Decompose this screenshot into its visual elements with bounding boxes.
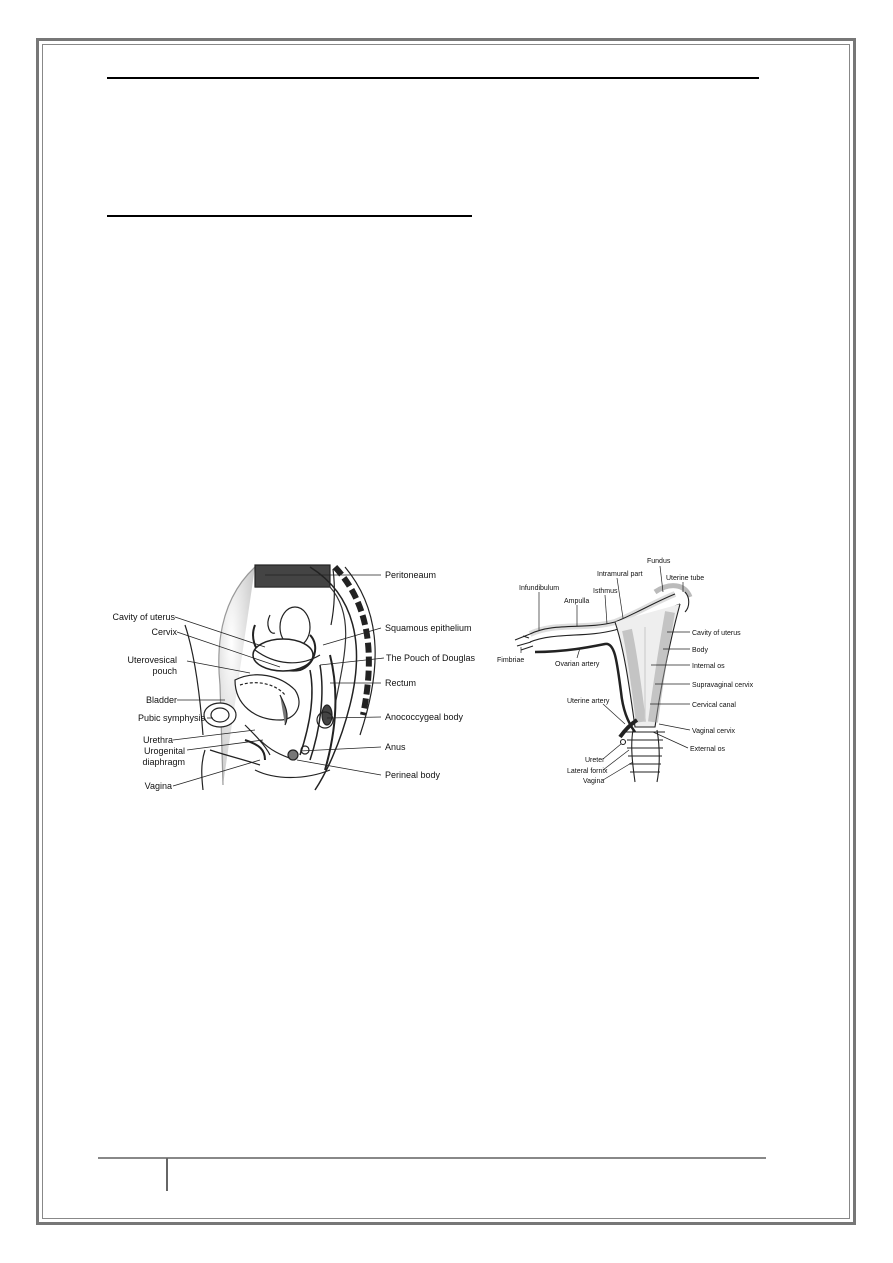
label-peritoneum: Peritoneaum xyxy=(385,570,437,580)
pelvis-drawing xyxy=(185,565,375,790)
label-vaginal-cervix: Vaginal cervix xyxy=(692,728,736,735)
label-vagina: Vagina xyxy=(144,781,172,791)
label-pouch-of-douglas: The Pouch of Douglas xyxy=(386,653,476,663)
uterus-frontal-figure xyxy=(495,552,765,787)
label-uterovesical-line1: Uterovesical xyxy=(127,655,177,665)
footer-rule xyxy=(98,1157,766,1159)
label-rectum: Rectum xyxy=(385,678,417,688)
label-fimbriae: Fimbriae xyxy=(497,657,525,664)
pelvis-sagittal-figure xyxy=(105,555,490,800)
label-infundibulum: Infundibulum xyxy=(519,585,560,592)
section-heading-underline xyxy=(107,215,472,217)
label-uterovesical-line2: pouch xyxy=(152,666,177,676)
label-squamous-epithelium: Squamous epithelium xyxy=(385,623,472,633)
label-cavity-of-uterus: Cavity of uterus xyxy=(112,612,175,622)
label-anus: Anus xyxy=(385,742,406,752)
label-lateral-fornix: Lateral fornix xyxy=(567,768,608,775)
label-perineal-body: Perineal body xyxy=(385,770,441,780)
label-isthmus: Isthmus xyxy=(593,588,618,595)
label-body: Body xyxy=(692,647,708,654)
label-uterine-artery: Uterine artery xyxy=(567,698,610,705)
label-intramural-part: Intramural part xyxy=(597,571,643,578)
label-urogenital-line1: Urogenital xyxy=(143,746,185,756)
label-urethra: Urethra xyxy=(142,735,173,745)
label-internal-os: Internal os xyxy=(692,663,725,670)
label-cervical-canal: Cervical canal xyxy=(692,702,736,709)
label-ampulla: Ampulla xyxy=(564,598,590,605)
label-anococcygeal-body: Anococcygeal body xyxy=(385,712,464,722)
label-supravaginal-cervix: Supravaginal cervix xyxy=(692,682,754,689)
label-fundus: Fundus xyxy=(647,558,671,565)
label-bladder: Bladder xyxy=(145,695,177,705)
footer-page-number-divider xyxy=(166,1158,168,1191)
label-external-os: External os xyxy=(690,746,726,753)
label-urogenital-line2: diaphragm xyxy=(142,757,185,767)
label-ovarian-artery: Ovarian artery xyxy=(555,661,600,668)
label-vagina: Vagina xyxy=(583,778,605,785)
label-cervix: Cervix xyxy=(151,627,177,637)
label-ureter: Ureter xyxy=(585,757,605,764)
label-uterine-tube: Uterine tube xyxy=(666,575,705,582)
label-cavity-of-uterus: Cavity of uterus xyxy=(692,630,741,637)
label-pubic-symphysis: Pubic symphysis xyxy=(137,713,205,723)
header-rule xyxy=(107,77,759,79)
